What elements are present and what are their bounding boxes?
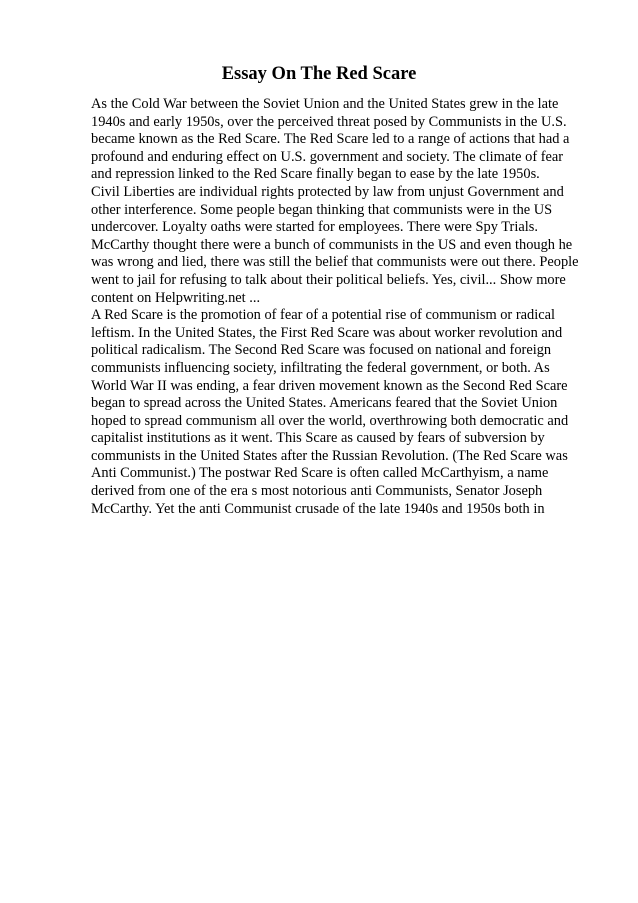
text-line: began to spread across the United States. Americans feared that the Soviet Union bbox=[91, 395, 558, 412]
text-line: 1940s and early 1950s, over the perceived threat posed by Communists in the U.S. bbox=[91, 113, 567, 130]
text-line: McCarthy. Yet the anti Communist crusade of the late 1940s and 1950s both in bbox=[91, 500, 545, 517]
text-line: hoped to spread communism all over the world, overthrowing both democratic and bbox=[91, 412, 569, 429]
text-line: undercover. Loyalty oaths were started for employees. There were Spy Trials. bbox=[91, 219, 538, 236]
text-line: leftism. In the United States, the First Red Scare was about worker revolution and bbox=[91, 324, 563, 341]
text-line: World War II was ending, a fear driven movement known as the Second Red Scare bbox=[91, 377, 568, 394]
text-line: McCarthy thought there were a bunch of communists in the US and even though he bbox=[91, 236, 573, 253]
text-line: profound and enduring effect on U.S. government and society. The climate of fear bbox=[91, 148, 564, 165]
document-title: Essay On The Red Scare bbox=[221, 64, 417, 84]
text-line: went to jail for refusing to talk about their political beliefs. Yes, civil... Show more bbox=[91, 271, 566, 288]
text-line: other interference. Some people began thinking that communists were in the US bbox=[91, 201, 553, 218]
text-line: political radicalism. The Second Red Scare was focused on national and foreign bbox=[91, 342, 552, 359]
text-line: was wrong and lied, there was still the belief that communists were out there. People bbox=[91, 254, 579, 271]
text-line: Civil Liberties are individual rights protected by law from unjust Government and bbox=[91, 183, 564, 200]
text-line: communists influencing society, infiltrating the federal government, or both. As bbox=[91, 359, 550, 376]
text-line: became known as the Red Scare. The Red Scare led to a range of actions that had a bbox=[91, 131, 570, 148]
text-line: A Red Scare is the promotion of fear of a potential rise of communism or radical bbox=[91, 307, 555, 324]
text-line: communists in the United States after the Russian Revolution. (The Red Scare was bbox=[91, 447, 568, 464]
text-line: derived from one of the era s most notorious anti Communists, Senator Joseph bbox=[91, 483, 543, 500]
text-line: content on Helpwriting.net ... bbox=[91, 289, 261, 306]
text-line: Anti Communist.) The postwar Red Scare is often called McCarthyism, a name bbox=[91, 465, 549, 482]
text-line: and repression linked to the Red Scare finally began to ease by the late 1950s. bbox=[91, 166, 540, 183]
text-line: As the Cold War between the Soviet Union and the United States grew in the late bbox=[91, 96, 559, 112]
text-line: capitalist institutions as it went. This Scare as caused by fears of subversion by bbox=[91, 430, 545, 447]
essay-body bbox=[91, 96, 591, 518]
